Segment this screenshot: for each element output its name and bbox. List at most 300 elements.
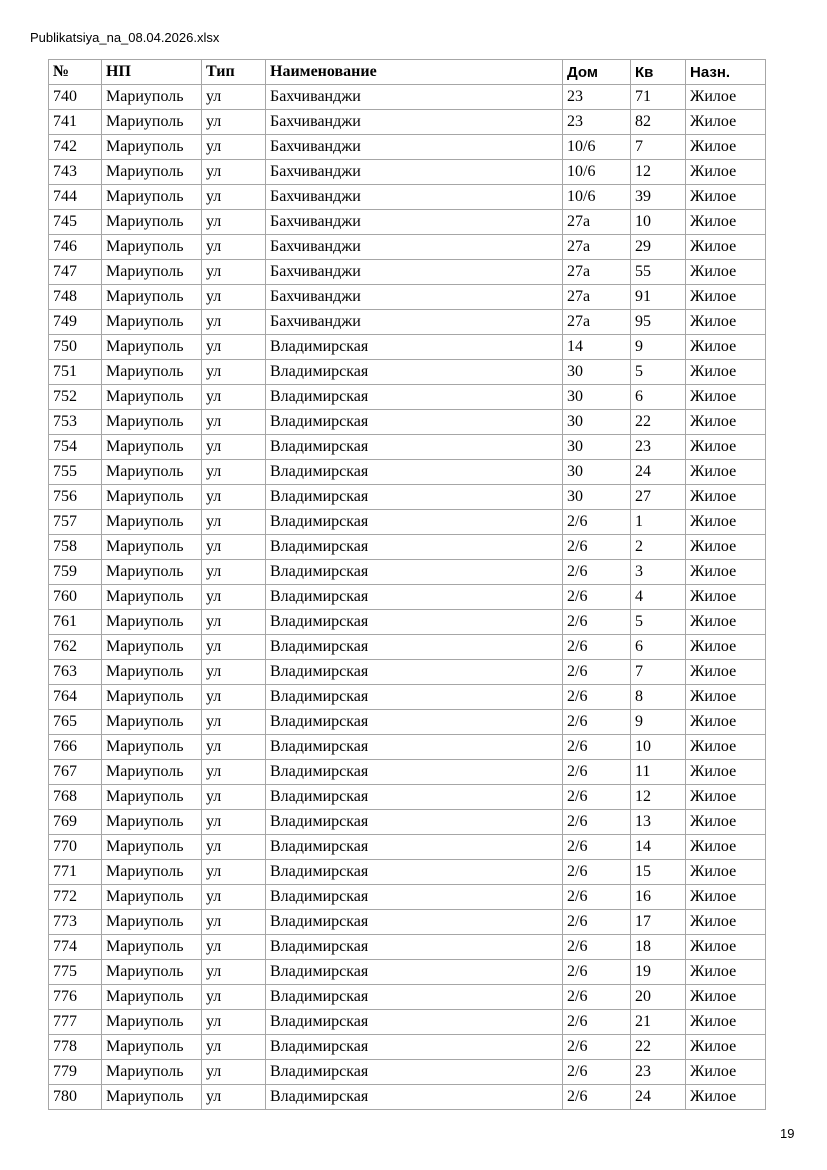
cell-type: ул (202, 985, 266, 1010)
cell-locality: Мариуполь (102, 110, 202, 135)
cell-apartment: 22 (631, 1035, 686, 1060)
cell-name: Владимирская (266, 760, 563, 785)
header-type: Тип (202, 60, 266, 85)
cell-apartment: 21 (631, 1010, 686, 1035)
cell-house: 2/6 (563, 1035, 631, 1060)
cell-apartment: 7 (631, 135, 686, 160)
cell-number: 756 (49, 485, 102, 510)
cell-number: 779 (49, 1060, 102, 1085)
cell-house: 27а (563, 310, 631, 335)
cell-locality: Мариуполь (102, 385, 202, 410)
cell-name: Владимирская (266, 535, 563, 560)
table-row (49, 435, 766, 460)
header-house: Дом (563, 60, 631, 85)
table-row (49, 510, 766, 535)
cell-apartment: 6 (631, 385, 686, 410)
header-number: № (49, 60, 102, 85)
cell-locality: Мариуполь (102, 635, 202, 660)
table-row (49, 410, 766, 435)
cell-number: 745 (49, 210, 102, 235)
cell-purpose: Жилое (686, 110, 766, 135)
cell-number: 759 (49, 560, 102, 585)
cell-house: 23 (563, 85, 631, 110)
cell-name: Владимирская (266, 510, 563, 535)
cell-purpose: Жилое (686, 910, 766, 935)
table-row (49, 335, 766, 360)
register-table (48, 59, 766, 1110)
cell-number: 751 (49, 360, 102, 385)
cell-type: ул (202, 435, 266, 460)
table-row (49, 310, 766, 335)
cell-locality: Мариуполь (102, 85, 202, 110)
cell-locality: Мариуполь (102, 135, 202, 160)
cell-number: 753 (49, 410, 102, 435)
cell-apartment: 22 (631, 410, 686, 435)
cell-name: Владимирская (266, 1085, 563, 1110)
cell-name: Владимирская (266, 910, 563, 935)
cell-locality: Мариуполь (102, 285, 202, 310)
cell-number: 772 (49, 885, 102, 910)
cell-number: 763 (49, 660, 102, 685)
cell-number: 747 (49, 260, 102, 285)
cell-purpose: Жилое (686, 860, 766, 885)
cell-name: Владимирская (266, 360, 563, 385)
cell-apartment: 15 (631, 860, 686, 885)
cell-apartment: 8 (631, 685, 686, 710)
cell-purpose: Жилое (686, 460, 766, 485)
cell-apartment: 71 (631, 85, 686, 110)
cell-type: ул (202, 260, 266, 285)
cell-apartment: 27 (631, 485, 686, 510)
cell-locality: Мариуполь (102, 185, 202, 210)
cell-purpose: Жилое (686, 885, 766, 910)
table-row (49, 835, 766, 860)
table-row (49, 260, 766, 285)
cell-name: Бахчиванджи (266, 110, 563, 135)
cell-locality: Мариуполь (102, 885, 202, 910)
cell-type: ул (202, 460, 266, 485)
cell-locality: Мариуполь (102, 685, 202, 710)
header-purpose: Назн. (686, 60, 766, 85)
cell-type: ул (202, 235, 266, 260)
cell-number: 761 (49, 610, 102, 635)
cell-number: 757 (49, 510, 102, 535)
cell-type: ул (202, 335, 266, 360)
cell-locality: Мариуполь (102, 860, 202, 885)
cell-number: 769 (49, 810, 102, 835)
cell-locality: Мариуполь (102, 835, 202, 860)
cell-type: ул (202, 860, 266, 885)
cell-apartment: 2 (631, 535, 686, 560)
cell-number: 760 (49, 585, 102, 610)
cell-house: 30 (563, 485, 631, 510)
cell-house: 2/6 (563, 910, 631, 935)
cell-apartment: 24 (631, 1085, 686, 1110)
cell-number: 768 (49, 785, 102, 810)
cell-locality: Мариуполь (102, 660, 202, 685)
cell-locality: Мариуполь (102, 710, 202, 735)
cell-type: ул (202, 360, 266, 385)
cell-locality: Мариуполь (102, 560, 202, 585)
cell-number: 750 (49, 335, 102, 360)
cell-locality: Мариуполь (102, 210, 202, 235)
cell-house: 2/6 (563, 960, 631, 985)
cell-purpose: Жилое (686, 410, 766, 435)
header-locality: НП (102, 60, 202, 85)
table-row (49, 985, 766, 1010)
header-apartment: Кв (631, 60, 686, 85)
cell-name: Владимирская (266, 485, 563, 510)
cell-name: Владимирская (266, 1010, 563, 1035)
cell-house: 10/6 (563, 185, 631, 210)
cell-number: 773 (49, 910, 102, 935)
cell-type: ул (202, 535, 266, 560)
cell-apartment: 12 (631, 785, 686, 810)
cell-name: Владимирская (266, 1035, 563, 1060)
cell-purpose: Жилое (686, 385, 766, 410)
cell-name: Бахчиванджи (266, 235, 563, 260)
cell-house: 27а (563, 260, 631, 285)
table-row (49, 385, 766, 410)
table-row (49, 1010, 766, 1035)
cell-locality: Мариуполь (102, 1010, 202, 1035)
cell-name: Владимирская (266, 435, 563, 460)
cell-house: 2/6 (563, 860, 631, 885)
cell-type: ул (202, 810, 266, 835)
cell-type: ул (202, 635, 266, 660)
cell-number: 758 (49, 535, 102, 560)
cell-type: ул (202, 560, 266, 585)
cell-number: 766 (49, 735, 102, 760)
cell-purpose: Жилое (686, 335, 766, 360)
cell-number: 740 (49, 85, 102, 110)
cell-type: ул (202, 610, 266, 635)
cell-type: ул (202, 135, 266, 160)
cell-type: ул (202, 485, 266, 510)
cell-type: ул (202, 960, 266, 985)
cell-purpose: Жилое (686, 785, 766, 810)
cell-type: ул (202, 1085, 266, 1110)
cell-purpose: Жилое (686, 1035, 766, 1060)
table-row (49, 110, 766, 135)
cell-house: 2/6 (563, 735, 631, 760)
cell-type: ул (202, 785, 266, 810)
cell-house: 2/6 (563, 685, 631, 710)
cell-purpose: Жилое (686, 835, 766, 860)
cell-house: 2/6 (563, 610, 631, 635)
cell-type: ул (202, 385, 266, 410)
cell-house: 2/6 (563, 1060, 631, 1085)
cell-type: ул (202, 410, 266, 435)
table-row (49, 785, 766, 810)
cell-type: ул (202, 735, 266, 760)
cell-apartment: 5 (631, 610, 686, 635)
table-row (49, 885, 766, 910)
cell-house: 23 (563, 110, 631, 135)
cell-locality: Мариуполь (102, 1060, 202, 1085)
cell-name: Бахчиванджи (266, 210, 563, 235)
cell-house: 14 (563, 335, 631, 360)
cell-apartment: 23 (631, 435, 686, 460)
cell-number: 743 (49, 160, 102, 185)
cell-number: 755 (49, 460, 102, 485)
cell-number: 744 (49, 185, 102, 210)
cell-purpose: Жилое (686, 435, 766, 460)
table-row (49, 235, 766, 260)
cell-name: Владимирская (266, 785, 563, 810)
cell-house: 2/6 (563, 935, 631, 960)
cell-type: ул (202, 310, 266, 335)
cell-apartment: 7 (631, 660, 686, 685)
table-row (49, 1060, 766, 1085)
cell-number: 742 (49, 135, 102, 160)
table-row (49, 535, 766, 560)
cell-number: 764 (49, 685, 102, 710)
cell-number: 752 (49, 385, 102, 410)
cell-locality: Мариуполь (102, 810, 202, 835)
cell-house: 2/6 (563, 835, 631, 860)
cell-name: Владимирская (266, 1060, 563, 1085)
cell-house: 2/6 (563, 985, 631, 1010)
cell-number: 749 (49, 310, 102, 335)
cell-name: Бахчиванджи (266, 185, 563, 210)
cell-locality: Мариуполь (102, 610, 202, 635)
cell-name: Владимирская (266, 560, 563, 585)
cell-name: Владимирская (266, 635, 563, 660)
cell-type: ул (202, 885, 266, 910)
cell-apartment: 29 (631, 235, 686, 260)
table-row (49, 210, 766, 235)
cell-type: ул (202, 185, 266, 210)
cell-name: Владимирская (266, 335, 563, 360)
cell-number: 770 (49, 835, 102, 860)
cell-purpose: Жилое (686, 1085, 766, 1110)
cell-type: ул (202, 1010, 266, 1035)
cell-house: 2/6 (563, 535, 631, 560)
table-row (49, 910, 766, 935)
cell-name: Владимирская (266, 885, 563, 910)
cell-purpose: Жилое (686, 360, 766, 385)
cell-purpose: Жилое (686, 260, 766, 285)
cell-apartment: 10 (631, 210, 686, 235)
cell-purpose: Жилое (686, 210, 766, 235)
cell-purpose: Жилое (686, 935, 766, 960)
cell-locality: Мариуполь (102, 985, 202, 1010)
cell-number: 775 (49, 960, 102, 985)
table-row (49, 585, 766, 610)
cell-apartment: 17 (631, 910, 686, 935)
header-row (49, 60, 766, 85)
cell-name: Владимирская (266, 985, 563, 1010)
table-row (49, 685, 766, 710)
cell-name: Владимирская (266, 710, 563, 735)
cell-name: Владимирская (266, 860, 563, 885)
cell-purpose: Жилое (686, 485, 766, 510)
cell-house: 30 (563, 460, 631, 485)
cell-apartment: 23 (631, 1060, 686, 1085)
cell-name: Бахчиванджи (266, 85, 563, 110)
cell-house: 30 (563, 360, 631, 385)
cell-number: 765 (49, 710, 102, 735)
table-row (49, 460, 766, 485)
cell-apartment: 13 (631, 810, 686, 835)
cell-type: ул (202, 510, 266, 535)
cell-locality: Мариуполь (102, 335, 202, 360)
cell-house: 2/6 (563, 1085, 631, 1110)
table-row (49, 360, 766, 385)
table-row (49, 710, 766, 735)
cell-locality: Мариуполь (102, 1085, 202, 1110)
cell-locality: Мариуполь (102, 160, 202, 185)
cell-apartment: 14 (631, 835, 686, 860)
cell-apartment: 19 (631, 960, 686, 985)
cell-house: 27а (563, 285, 631, 310)
table-row (49, 760, 766, 785)
cell-locality: Мариуполь (102, 460, 202, 485)
cell-purpose: Жилое (686, 635, 766, 660)
cell-name: Владимирская (266, 685, 563, 710)
table-row (49, 610, 766, 635)
cell-apartment: 24 (631, 460, 686, 485)
table-row (49, 1085, 766, 1110)
cell-house: 2/6 (563, 810, 631, 835)
cell-type: ул (202, 835, 266, 860)
cell-apartment: 12 (631, 160, 686, 185)
cell-name: Владимирская (266, 935, 563, 960)
table-row (49, 660, 766, 685)
table-row (49, 85, 766, 110)
cell-name: Владимирская (266, 610, 563, 635)
cell-locality: Мариуполь (102, 310, 202, 335)
cell-number: 767 (49, 760, 102, 785)
cell-number: 741 (49, 110, 102, 135)
cell-house: 2/6 (563, 760, 631, 785)
cell-number: 771 (49, 860, 102, 885)
table-row (49, 810, 766, 835)
cell-purpose: Жилое (686, 985, 766, 1010)
cell-apartment: 5 (631, 360, 686, 385)
cell-name: Бахчиванджи (266, 285, 563, 310)
cell-apartment: 10 (631, 735, 686, 760)
cell-type: ул (202, 1060, 266, 1085)
cell-type: ул (202, 760, 266, 785)
cell-apartment: 9 (631, 710, 686, 735)
cell-apartment: 6 (631, 635, 686, 660)
table-body (49, 85, 766, 1110)
cell-house: 10/6 (563, 135, 631, 160)
cell-apartment: 9 (631, 335, 686, 360)
cell-type: ул (202, 110, 266, 135)
cell-house: 27а (563, 235, 631, 260)
table-row (49, 935, 766, 960)
cell-purpose: Жилое (686, 610, 766, 635)
cell-number: 762 (49, 635, 102, 660)
table-row (49, 135, 766, 160)
cell-purpose: Жилое (686, 760, 766, 785)
cell-purpose: Жилое (686, 1060, 766, 1085)
cell-purpose: Жилое (686, 585, 766, 610)
table-row (49, 1035, 766, 1060)
cell-type: ул (202, 710, 266, 735)
cell-type: ул (202, 685, 266, 710)
cell-name: Владимирская (266, 410, 563, 435)
table-row (49, 735, 766, 760)
cell-locality: Мариуполь (102, 235, 202, 260)
cell-house: 30 (563, 385, 631, 410)
file-title: Publikatsiya_na_08.04.2026.xlsx (30, 30, 220, 45)
table-row (49, 485, 766, 510)
cell-apartment: 18 (631, 935, 686, 960)
cell-apartment: 20 (631, 985, 686, 1010)
cell-house: 2/6 (563, 1010, 631, 1035)
cell-purpose: Жилое (686, 960, 766, 985)
cell-number: 746 (49, 235, 102, 260)
cell-purpose: Жилое (686, 660, 766, 685)
cell-house: 2/6 (563, 710, 631, 735)
cell-apartment: 55 (631, 260, 686, 285)
cell-number: 754 (49, 435, 102, 460)
cell-name: Владимирская (266, 960, 563, 985)
cell-locality: Мариуполь (102, 435, 202, 460)
cell-purpose: Жилое (686, 560, 766, 585)
cell-number: 778 (49, 1035, 102, 1060)
cell-purpose: Жилое (686, 685, 766, 710)
cell-purpose: Жилое (686, 85, 766, 110)
cell-type: ул (202, 285, 266, 310)
cell-locality: Мариуполь (102, 485, 202, 510)
cell-purpose: Жилое (686, 710, 766, 735)
cell-purpose: Жилое (686, 1010, 766, 1035)
cell-name: Владимирская (266, 735, 563, 760)
cell-locality: Мариуполь (102, 760, 202, 785)
cell-type: ул (202, 910, 266, 935)
cell-locality: Мариуполь (102, 585, 202, 610)
cell-locality: Мариуполь (102, 935, 202, 960)
cell-name: Бахчиванджи (266, 310, 563, 335)
cell-purpose: Жилое (686, 810, 766, 835)
cell-name: Бахчиванджи (266, 135, 563, 160)
cell-name: Бахчиванджи (266, 160, 563, 185)
cell-type: ул (202, 660, 266, 685)
cell-house: 2/6 (563, 660, 631, 685)
cell-purpose: Жилое (686, 735, 766, 760)
cell-purpose: Жилое (686, 285, 766, 310)
cell-locality: Мариуполь (102, 535, 202, 560)
header-name: Наименование (266, 60, 563, 85)
cell-locality: Мариуполь (102, 910, 202, 935)
cell-number: 780 (49, 1085, 102, 1110)
cell-house: 2/6 (563, 585, 631, 610)
cell-locality: Мариуполь (102, 1035, 202, 1060)
cell-purpose: Жилое (686, 235, 766, 260)
cell-name: Владимирская (266, 835, 563, 860)
cell-number: 748 (49, 285, 102, 310)
cell-apartment: 95 (631, 310, 686, 335)
cell-apartment: 82 (631, 110, 686, 135)
table-row (49, 185, 766, 210)
cell-type: ул (202, 935, 266, 960)
cell-apartment: 3 (631, 560, 686, 585)
cell-house: 2/6 (563, 885, 631, 910)
cell-purpose: Жилое (686, 310, 766, 335)
cell-type: ул (202, 210, 266, 235)
table-row (49, 960, 766, 985)
page-number: 19 (780, 1126, 795, 1141)
table-row (49, 160, 766, 185)
cell-apartment: 1 (631, 510, 686, 535)
cell-house: 10/6 (563, 160, 631, 185)
cell-locality: Мариуполь (102, 735, 202, 760)
